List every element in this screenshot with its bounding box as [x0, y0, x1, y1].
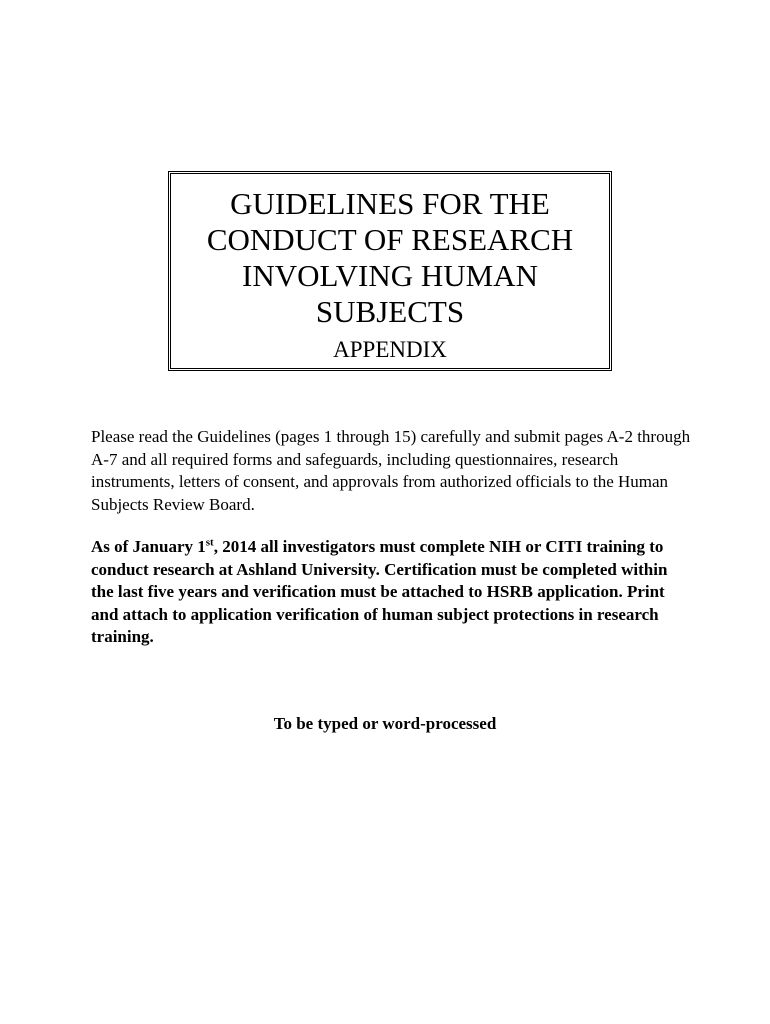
title-line-2: CONDUCT OF RESEARCH — [206, 222, 574, 257]
appendix-subtitle: APPENDIX — [333, 337, 447, 362]
title-box-inner — [177, 180, 603, 362]
training-requirement-paragraph — [91, 536, 691, 649]
requirement-date-superscript: st — [205, 536, 214, 549]
requirement-body: , 2014 all investigators must complete NIH or CITI training to conduct research at Ashland University. Certification must be completed within the last five years and verification must be attached to HSRB application. Print and attach to application verification of human subject protections in research training. — [91, 537, 668, 646]
intro-paragraph: Please read the Guidelines (pages 1 through 15) carefully and submit pages A-2 through A-7 and all required forms and safeguards, including questionnaires, research instruments, letters of consent, and approvals from authorized officials to the Human Subjects Review Board. — [91, 427, 691, 514]
title-line-4: SUBJECTS — [315, 294, 465, 329]
title-box — [168, 171, 612, 371]
title-line-3: INVOLVING HUMAN — [242, 258, 538, 293]
typed-instruction-note: To be typed or word-processed — [273, 714, 497, 733]
title-line-1: GUIDELINES FOR THE — [230, 186, 550, 221]
requirement-date-prefix: As of January 1 — [91, 537, 206, 556]
